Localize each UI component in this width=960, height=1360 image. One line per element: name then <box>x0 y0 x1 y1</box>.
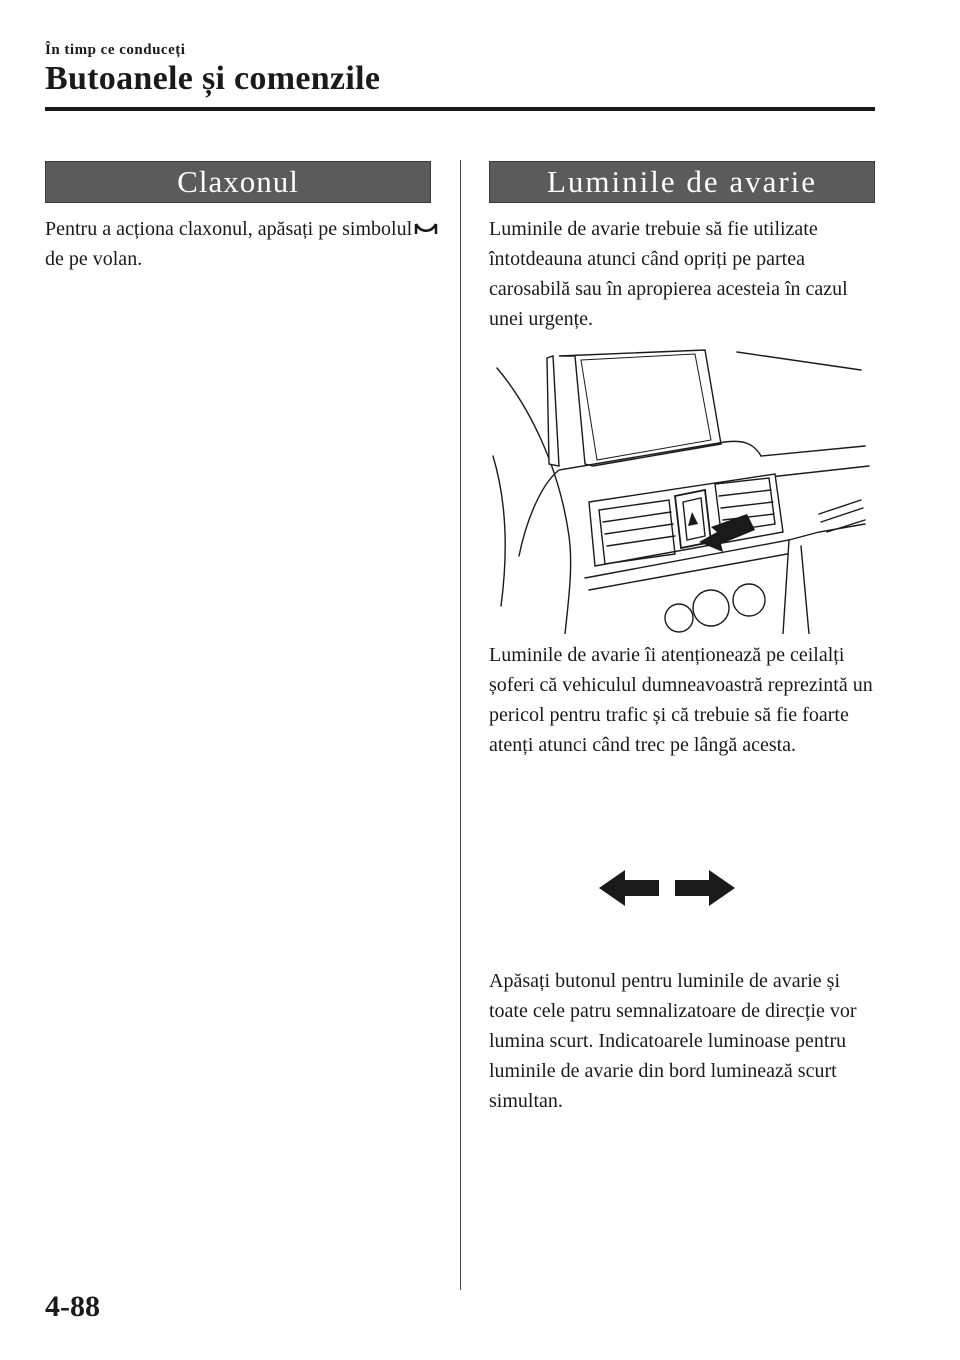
horn-text-after: de pe volan. <box>45 248 143 270</box>
dashboard-hazard-button-illustration <box>489 346 875 634</box>
hazard-arrows-icon <box>597 868 737 908</box>
horn-paragraph <box>45 214 445 274</box>
hazard-paragraph-2: Luminile de avarie îi atenționează pe ceilalți șoferi că vehiculul dumneavoastră reprezintă un pericol pentru trafic și că trebuie să fie foarte atenți atunci când trec pe lângă acesta. <box>489 644 873 756</box>
column-divider <box>460 160 461 1290</box>
page-title: Butoanele și comenzile <box>45 60 381 97</box>
horn-icon <box>414 222 438 236</box>
horn-text-before: Pentru a acționa claxonul, apăsați pe simbolul <box>45 218 413 240</box>
breadcrumb: În timp ce conduceți <box>45 42 186 58</box>
hazard-paragraph-3: Apăsați butonul pentru luminile de avarie și toate cele patru semnalizatoare de direcție vor lumina scurt. Indicatoarele luminoase pentru luminile de avarie din bord luminează scurt simultan. <box>489 970 857 1112</box>
hazard-paragraph-1: Luminile de avarie trebuie să fie utilizate întotdeauna atunci când opriți pe partea carosabilă sau în apropierea acesteia în cazul unei urgențe. <box>489 218 848 330</box>
header-rule <box>45 107 875 111</box>
section-title-luminile-de-avarie: Luminile de avarie <box>489 161 875 203</box>
page-number: 4-88 <box>45 1290 100 1323</box>
section-title-claxonul: Claxonul <box>45 161 431 203</box>
